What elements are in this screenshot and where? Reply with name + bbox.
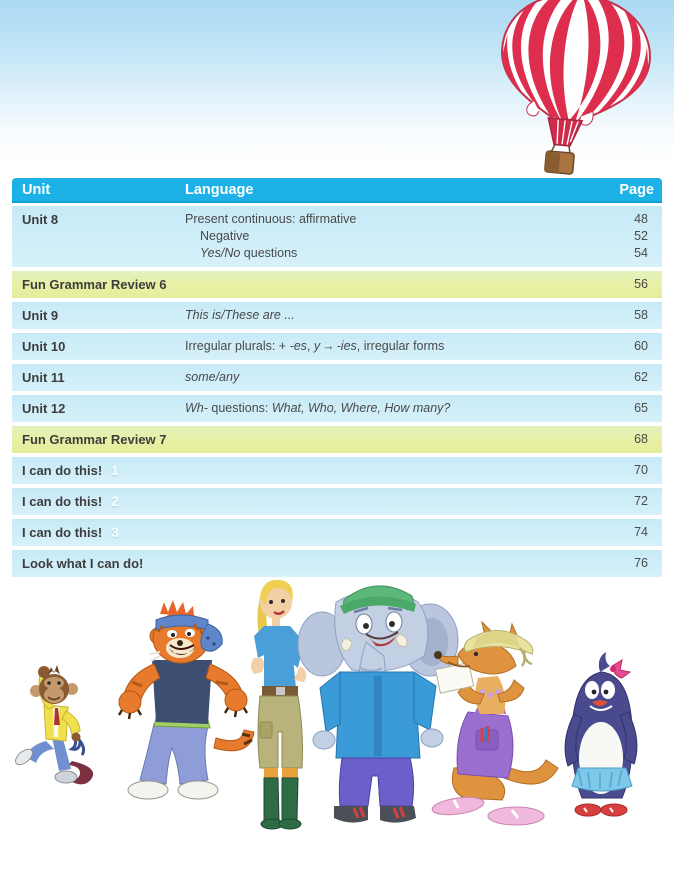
table-row [12, 271, 662, 298]
kangaroo [424, 618, 564, 836]
table-row [12, 519, 662, 546]
language-page-cell [185, 462, 662, 479]
page-number: 54 [634, 246, 648, 260]
unit-cell: I can do this! 2 [22, 493, 119, 509]
language-text: Negative [200, 229, 250, 243]
page-number: 65 [634, 401, 648, 415]
table-row [12, 206, 662, 267]
language-text [185, 431, 606, 448]
language-page-cell [185, 307, 662, 324]
language-text [185, 276, 606, 293]
page-number: 56 [634, 277, 648, 291]
toc-rows [12, 206, 662, 577]
page-number: 68 [634, 432, 648, 446]
language-text: Irregular plurals: + -es, y → -ies, irregular forms [185, 339, 445, 353]
language-text [185, 493, 606, 510]
unit-cell: I can do this! 1 [22, 462, 119, 478]
page-number: 74 [634, 525, 648, 539]
unit-cell: I can do this! 3 [22, 524, 119, 540]
language-page-cell [185, 400, 662, 417]
language-text: Wh- questions: What, Who, Where, How many? [185, 401, 451, 415]
language-text [185, 555, 606, 572]
table-of-contents [12, 178, 662, 577]
column-header-language: Language [185, 181, 254, 198]
page-number: 72 [634, 494, 648, 508]
language-text: Yes/No questions [200, 246, 298, 260]
monkey [10, 645, 110, 797]
page-number: 52 [634, 229, 648, 243]
table-row [12, 488, 662, 515]
language-page-cell [185, 211, 662, 262]
unit-cell: Unit 12 [22, 401, 66, 416]
unit-cell: Look what I can do! [22, 556, 144, 571]
page-number: 70 [634, 463, 648, 477]
hot-air-balloon-icon [476, 0, 672, 184]
toc-header-row [12, 178, 662, 203]
table-row [12, 302, 662, 329]
column-header-unit: Unit [22, 181, 51, 198]
language-page-cell [185, 338, 662, 355]
language-text [185, 524, 606, 541]
page-number: 62 [634, 370, 648, 384]
unit-cell: Fun Grammar Review 6 [22, 277, 167, 292]
page-number: 58 [634, 308, 648, 322]
table-row [12, 333, 662, 360]
language-page-cell [185, 369, 662, 386]
language-text: some/any [185, 370, 240, 384]
unit-cell: Unit 8 [22, 212, 59, 227]
language-text [185, 462, 606, 479]
sequence-number: 2 [111, 493, 119, 509]
table-row [12, 395, 662, 422]
table-row [12, 364, 662, 391]
page-number: 48 [634, 212, 648, 226]
language-page-cell [185, 431, 662, 448]
language-page-cell [185, 276, 662, 293]
unit-cell: Unit 9 [22, 308, 59, 323]
language-page-cell [185, 555, 662, 572]
unit-cell: Unit 10 [22, 339, 66, 354]
unit-cell: Unit 11 [22, 370, 65, 385]
table-row [12, 457, 662, 484]
table-row [12, 426, 662, 453]
column-header-page: Page [619, 181, 654, 198]
language-text: Present continuous: affirmative [185, 212, 357, 226]
language-page-cell [185, 524, 662, 541]
sequence-number: 3 [111, 524, 119, 540]
penguin [556, 650, 648, 832]
language-text: This is/These are ... [185, 308, 295, 322]
sequence-number: 1 [111, 462, 119, 478]
language-page-cell [185, 493, 662, 510]
page-number: 76 [634, 556, 648, 570]
unit-cell: Fun Grammar Review 7 [22, 432, 167, 447]
page-number: 60 [634, 339, 648, 353]
